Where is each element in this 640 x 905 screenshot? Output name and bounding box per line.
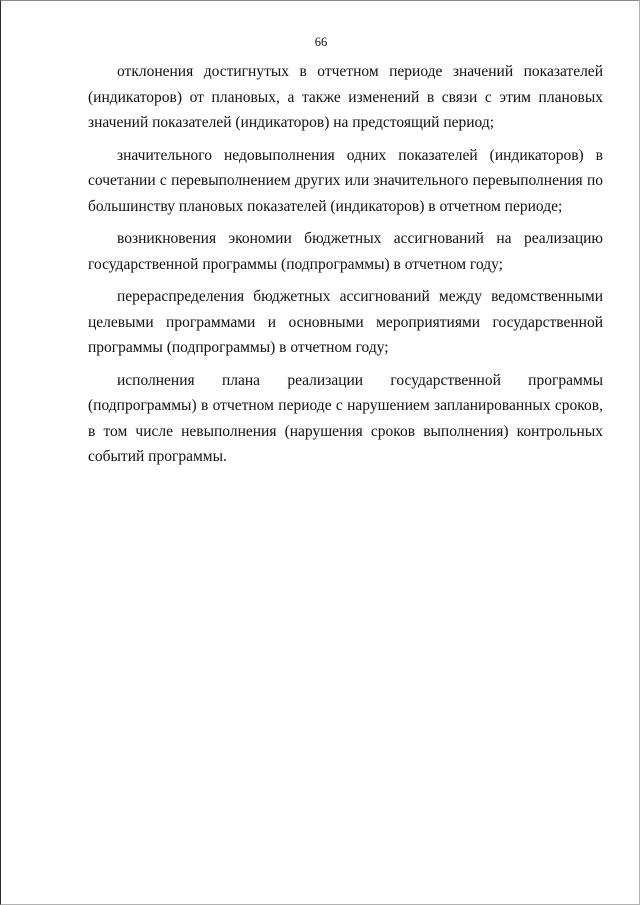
paragraph-budget-savings: возникновения экономии бюджетных ассигнований на реализацию государственной программы (подпрограммы) в отчетном году; — [88, 230, 603, 273]
paragraph-plan-execution: исполнения плана реализации государственной программы (подпрограммы) в отчетном периоде с нарушением запланированных сроков, в том числе невыполнения (нарушения сроков выполнения) контрольных событий программы. — [88, 371, 603, 465]
page-body — [88, 59, 603, 477]
paragraph-reallocation: перераспределения бюджетных ассигнований между ведомственными целевыми программами и основными мероприятиями государственной программы (подпрограммы) в отчетном году; — [88, 288, 603, 356]
page-number: 66 — [314, 35, 328, 49]
paragraph-underperformance: значительного недовыполнения одних показателей (индикаторов) в сочетании с перевыполнением других или значительного перевыполнения по большинству плановых показателей (индикаторов) в отчетном периоде; — [88, 146, 603, 215]
paragraph-deviation-indicators: отклонения достигнутых в отчетном периоде значений показателей (индикаторов) от плановых, а также изменений в связи с этим плановых значений показателей (индикаторов) на предстоящий период; — [88, 63, 603, 131]
